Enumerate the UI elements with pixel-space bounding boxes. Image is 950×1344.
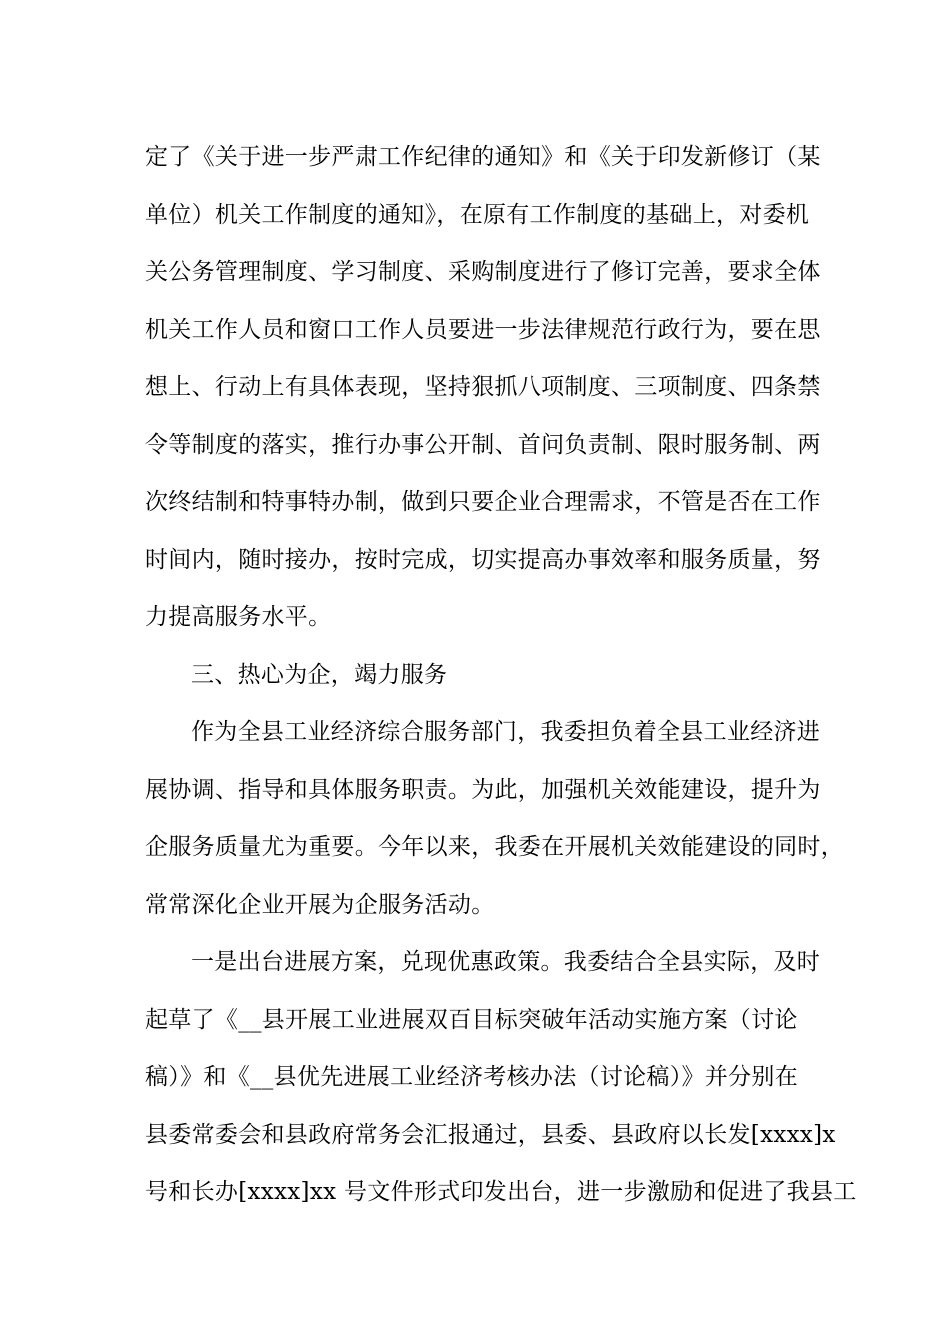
text-line: 时间内，随时接办，按时完成，切实提高办事效率和服务质量，努	[145, 546, 821, 573]
text-line: 力提高服务水平。	[145, 604, 332, 630]
text-line: 定了《关于进一步严肃工作纪律的通知》和《关于印发新修订（某	[145, 144, 821, 170]
paragraph-work-rules	[145, 129, 825, 647]
text-line: 一是出台进展方案，兑现优惠政策。我委结合全县实际，及时	[191, 949, 821, 975]
text-line: 县委常委会和县政府常务会汇报通过，县委、县政府以长发[xxxx]x	[145, 1121, 836, 1148]
text-line: 次终结制和特事特办制，做到只要企业合理需求，不管是否在工作	[145, 489, 821, 515]
text-line: 作为全县工业经济综合服务部门，我委担负着全县工业经济进	[191, 719, 821, 745]
text-line: 企服务质量尤为重要。今年以来，我委在开展机关效能建设的同时，	[145, 834, 844, 860]
text-line: 号和长办[xxxx]xx 号文件形式印发出台，进一步激励和促进了我县工	[145, 1179, 857, 1205]
section-heading: 三、热心为企，竭力服务	[191, 661, 448, 688]
text-line: 展协调、指导和具体服务职责。为此，加强机关效能建设，提升为	[145, 776, 821, 803]
paragraph-service-role	[145, 704, 844, 934]
text-line: 稿）》和《__县优先进展工业经济考核办法（讨论稿）》并分别在	[145, 1064, 798, 1090]
paragraph-development-plan	[145, 934, 857, 1222]
text-line: 令等制度的落实，推行办事公开制、首问负责制、限时服务制、两	[145, 431, 821, 458]
text-line: 起草了《__县开展工业进展双百目标突破年活动实施方案（讨论	[145, 1006, 798, 1033]
text-line: 关公务管理制度、学习制度、采购制度进行了修订完善，要求全体	[145, 259, 821, 285]
text-line: 常常深化企业开展为企服务活动。	[145, 891, 495, 918]
text-line: 单位）机关工作制度的通知》，在原有工作制度的基础上，对委机	[145, 201, 810, 228]
document-body	[145, 129, 857, 1222]
text-line: 机关工作人员和窗口工作人员要进一步法律规范行政行为，要在思	[145, 316, 821, 343]
text-line: 想上、行动上有具体表现，坚持狠抓八项制度、三项制度、四条禁	[145, 374, 821, 400]
